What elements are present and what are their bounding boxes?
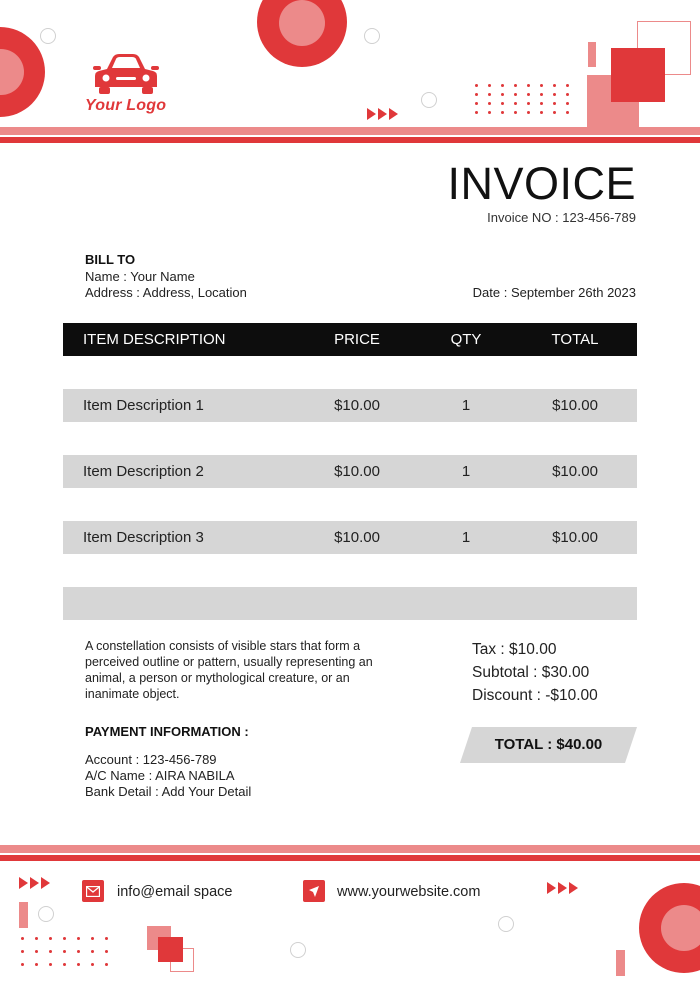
decor-dot — [63, 963, 66, 966]
decor-dot — [91, 937, 94, 940]
decor-dot — [527, 111, 530, 114]
table-row — [63, 521, 637, 554]
table-header — [63, 323, 637, 356]
row-price: $10.00 — [334, 397, 380, 414]
footer-band-red — [0, 855, 700, 861]
decor-dot — [35, 963, 38, 966]
decor-dot — [540, 102, 543, 105]
decor-arrows — [19, 877, 50, 889]
table-row-empty — [63, 587, 637, 620]
decor-dot — [540, 111, 543, 114]
row-description: Item Description 3 — [83, 529, 204, 546]
decor-dot — [527, 93, 530, 96]
decor-dot — [475, 111, 478, 114]
row-price: $10.00 — [334, 529, 380, 546]
header-price: PRICE — [334, 331, 380, 348]
payment-ac-name: A/C Name : AIRA NABILA — [85, 768, 235, 783]
decor-dot — [105, 937, 108, 940]
decor-ring — [290, 942, 306, 958]
total-box — [460, 727, 637, 763]
decor-dot — [475, 93, 478, 96]
payment-heading: PAYMENT INFORMATION : — [85, 724, 249, 739]
invoice-number: Invoice NO : 123-456-789 — [487, 210, 636, 225]
decor-dot — [77, 963, 80, 966]
row-total: $10.00 — [552, 529, 598, 546]
decor-dot — [566, 84, 569, 87]
decor-dot — [77, 950, 80, 953]
decor-dot — [49, 950, 52, 953]
decor-dot — [527, 102, 530, 105]
decor-dot-grid — [475, 84, 579, 120]
decor-dot — [527, 84, 530, 87]
decor-dot — [514, 111, 517, 114]
decor-dot — [501, 84, 504, 87]
decor-dot — [63, 937, 66, 940]
decor-ring — [498, 916, 514, 932]
header-band — [0, 127, 700, 135]
payment-bank-detail: Bank Detail : Add Your Detail — [85, 784, 252, 799]
row-description: Item Description 1 — [83, 397, 204, 414]
decor-dot — [566, 102, 569, 105]
decor-circle-bottom-right-inner — [661, 905, 700, 951]
decor-dot — [21, 950, 24, 953]
table-row — [63, 455, 637, 488]
row-total: $10.00 — [552, 397, 598, 414]
summary-total: TOTAL : $40.00 — [494, 736, 603, 753]
decor-ring — [421, 92, 437, 108]
decor-dot — [21, 963, 24, 966]
decor-circle-top-inner — [279, 0, 325, 46]
decor-dot — [540, 84, 543, 87]
decor-dot — [21, 937, 24, 940]
decor-arrows — [367, 108, 398, 120]
bill-to-address: Address : Address, Location — [85, 285, 247, 300]
decor-dot — [488, 111, 491, 114]
decor-dot — [35, 937, 38, 940]
decor-dot — [501, 93, 504, 96]
row-qty: 1 — [461, 529, 471, 546]
decor-dot — [475, 84, 478, 87]
decor-dot — [49, 937, 52, 940]
decor-dot — [488, 102, 491, 105]
decor-dot — [501, 102, 504, 105]
decor-bar — [588, 42, 596, 67]
footer-band — [0, 845, 700, 853]
decor-ring — [364, 28, 380, 44]
decor-dot — [514, 93, 517, 96]
payment-account: Account : 123-456-789 — [85, 752, 217, 767]
decor-dot — [514, 102, 517, 105]
decor-dot — [566, 93, 569, 96]
summary-tax: Tax : $10.00 — [472, 641, 557, 658]
notes-text: A constellation consists of visible stars that form a perceived outline or pattern, usually representing an animal, a person or mythological creature, or an inanimate object. — [85, 639, 373, 701]
row-total: $10.00 — [552, 463, 598, 480]
summary-subtotal: Subtotal : $30.00 — [472, 664, 590, 681]
cursor-icon — [303, 880, 325, 902]
header-total: TOTAL — [551, 331, 599, 348]
decor-ring — [38, 906, 54, 922]
footer-website[interactable]: www.yourwebsite.com — [337, 884, 481, 900]
row-description: Item Description 2 — [83, 463, 204, 480]
decor-dot — [553, 93, 556, 96]
invoice-date: Date : September 26th 2023 — [472, 285, 636, 300]
invoice-title: INVOICE — [447, 158, 636, 209]
decor-dot — [91, 963, 94, 966]
decor-dot — [105, 963, 108, 966]
decor-dot — [501, 111, 504, 114]
decor-dot — [63, 950, 66, 953]
decor-dot — [105, 950, 108, 953]
decor-arrows — [547, 882, 578, 894]
header-qty: QTY — [450, 331, 482, 348]
table-row — [63, 389, 637, 422]
decor-dot — [35, 950, 38, 953]
decor-dot — [77, 937, 80, 940]
logo-text: Your Logo — [85, 97, 167, 114]
decor-square-red — [158, 937, 183, 962]
decor-bar — [19, 902, 28, 928]
row-qty: 1 — [461, 463, 471, 480]
decor-dot — [475, 102, 478, 105]
mail-icon — [82, 880, 104, 902]
decor-dot — [488, 84, 491, 87]
decor-dot — [553, 102, 556, 105]
decor-square-red — [611, 48, 665, 102]
header-band-red — [0, 137, 700, 143]
footer-email: info@email space — [117, 884, 233, 900]
decor-dot — [553, 84, 556, 87]
decor-dot — [91, 950, 94, 953]
decor-dot — [553, 111, 556, 114]
decor-dot — [488, 93, 491, 96]
decor-dot — [566, 111, 569, 114]
summary-discount: Discount : -$10.00 — [472, 687, 598, 704]
decor-bar — [616, 950, 625, 976]
row-price: $10.00 — [334, 463, 380, 480]
decor-dot — [514, 84, 517, 87]
decor-ring — [40, 28, 56, 44]
car-logo-icon — [93, 53, 159, 95]
decor-dot-grid — [21, 937, 119, 976]
row-qty: 1 — [461, 397, 471, 414]
bill-to-name: Name : Your Name — [85, 269, 195, 284]
decor-dot — [49, 963, 52, 966]
decor-dot — [540, 93, 543, 96]
header-description: ITEM DESCRIPTION — [83, 331, 226, 348]
bill-to-heading: BILL TO — [85, 252, 136, 267]
